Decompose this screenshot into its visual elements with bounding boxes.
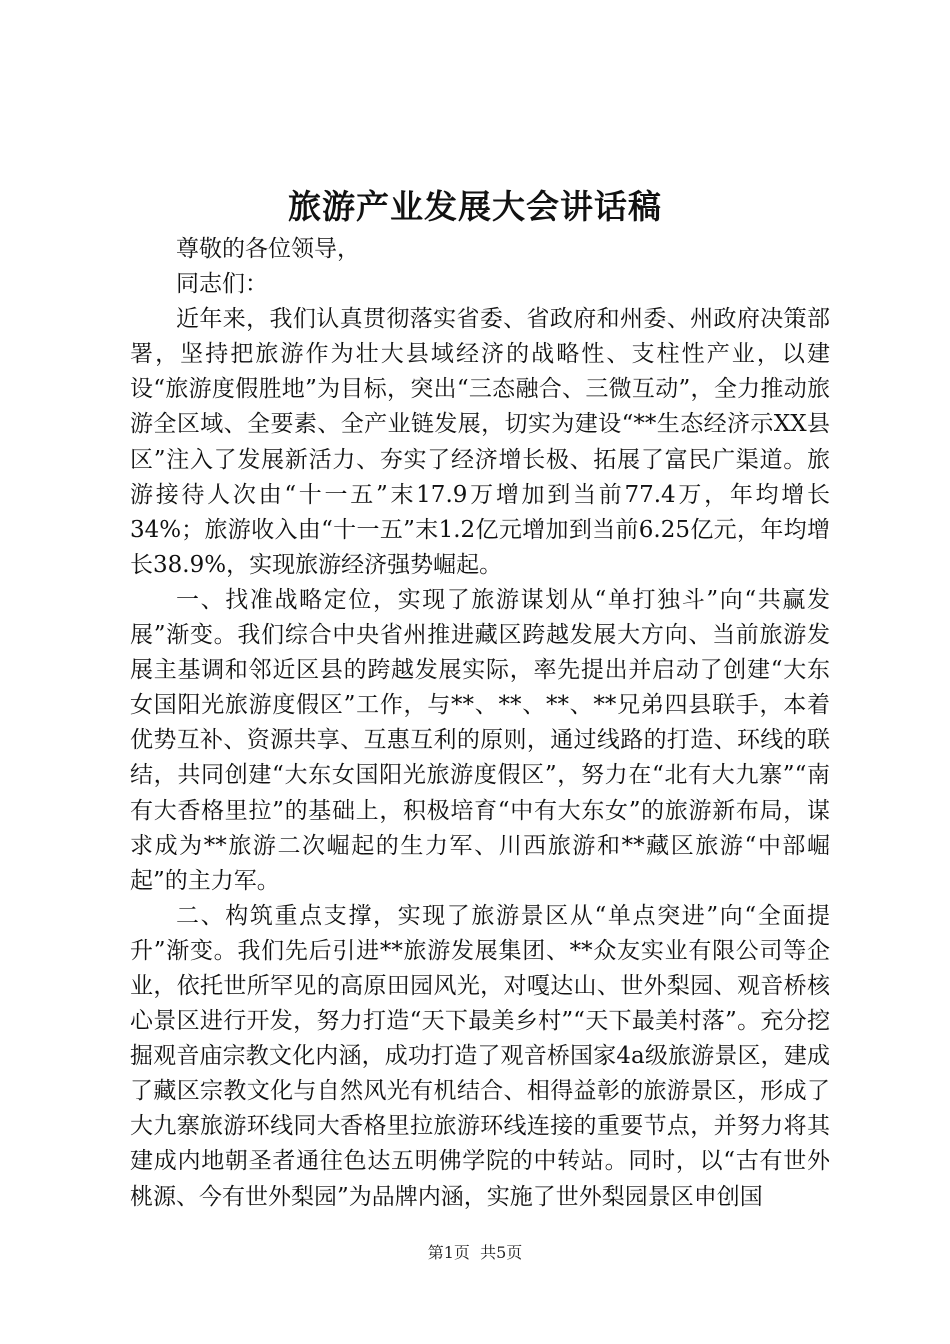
- page-footer: [0, 1241, 950, 1265]
- salutation-line: 尊敬的各位领导，: [176, 236, 360, 262]
- salutation-line: 同志们：: [176, 271, 268, 298]
- document-body: [130, 232, 830, 1215]
- body-paragraph: 一、找准战略定位，实现了旅游谋划从“单打独斗”向“共赢发展”渐变。我们综合中央省州推进藏区跨越发展大方向、当前旅游发展主基调和邻近区县的跨越发展实际，率先提出并启动了创建“大东女国阳光旅游度假区”工作，与**、**、**、**兄弟四县联手，本着优势互补、资源共享、互惠互利的原则，通过线路的打造、环线的联结，共同创建“大东女国阳光旅游度假区”，努力在“北有大九寨”“南有大香格里拉”的基础上，积极培育“中有大东女”的旅游新布局，谋求成为**旅游二次崛起的生力军、川西旅游和**藏区旅游“中部崛起”的主力军。: [130, 586, 830, 894]
- body-paragraph: 二、构筑重点支撑，实现了旅游景区从“单点突进”向“全面提升”渐变。我们先后引进**旅游发展集团、**众友实业有限公司等企业，依托世所罕见的高原田园风光，对嘎达山、世外梨园、观音桥核心景区进行开发，努力打造“天下最美乡村”“天下最美村落”。充分挖掘观音庙宗教文化内涵，成功打造了观音桥国家4a级旅游景区，建成了藏区宗教文化与自然风光有机结合、相得益彰的旅游景区，形成了大九寨旅游环线同大香格里拉旅游环线连接的重要节点，并努力将其建成内地朝圣者通往色达五明佛学院的中转站。同时，以“古有世外桃源、今有世外梨园”为品牌内涵，实施了世外梨园景区申创国: [130, 902, 830, 1210]
- page-number: 第1页 共5页: [427, 1243, 523, 1262]
- body-paragraph: 近年来，我们认真贯彻落实省委、省政府和州委、州政府决策部署，坚持把旅游作为壮大县域经济的战略性、支柱性产业，以建设“旅游度假胜地”为目标，突出“三态融合、三微互动”，全力推动旅游全区域、全要素、全产业链发展，切实为建设“**生态经济示XX县区”注入了发展新活力、夯实了经济增长极、拓展了富民广渠道。旅游接待人次由“十一五”末17.9万增加到当前77.4万，年均增长34%；旅游收入由“十一五”末1.2亿元增加到当前6.25亿元，年均增长38.9%，实现旅游经济强势崛起。: [130, 306, 830, 578]
- document-title: 旅游产业发展大会讲话稿: [288, 187, 662, 226]
